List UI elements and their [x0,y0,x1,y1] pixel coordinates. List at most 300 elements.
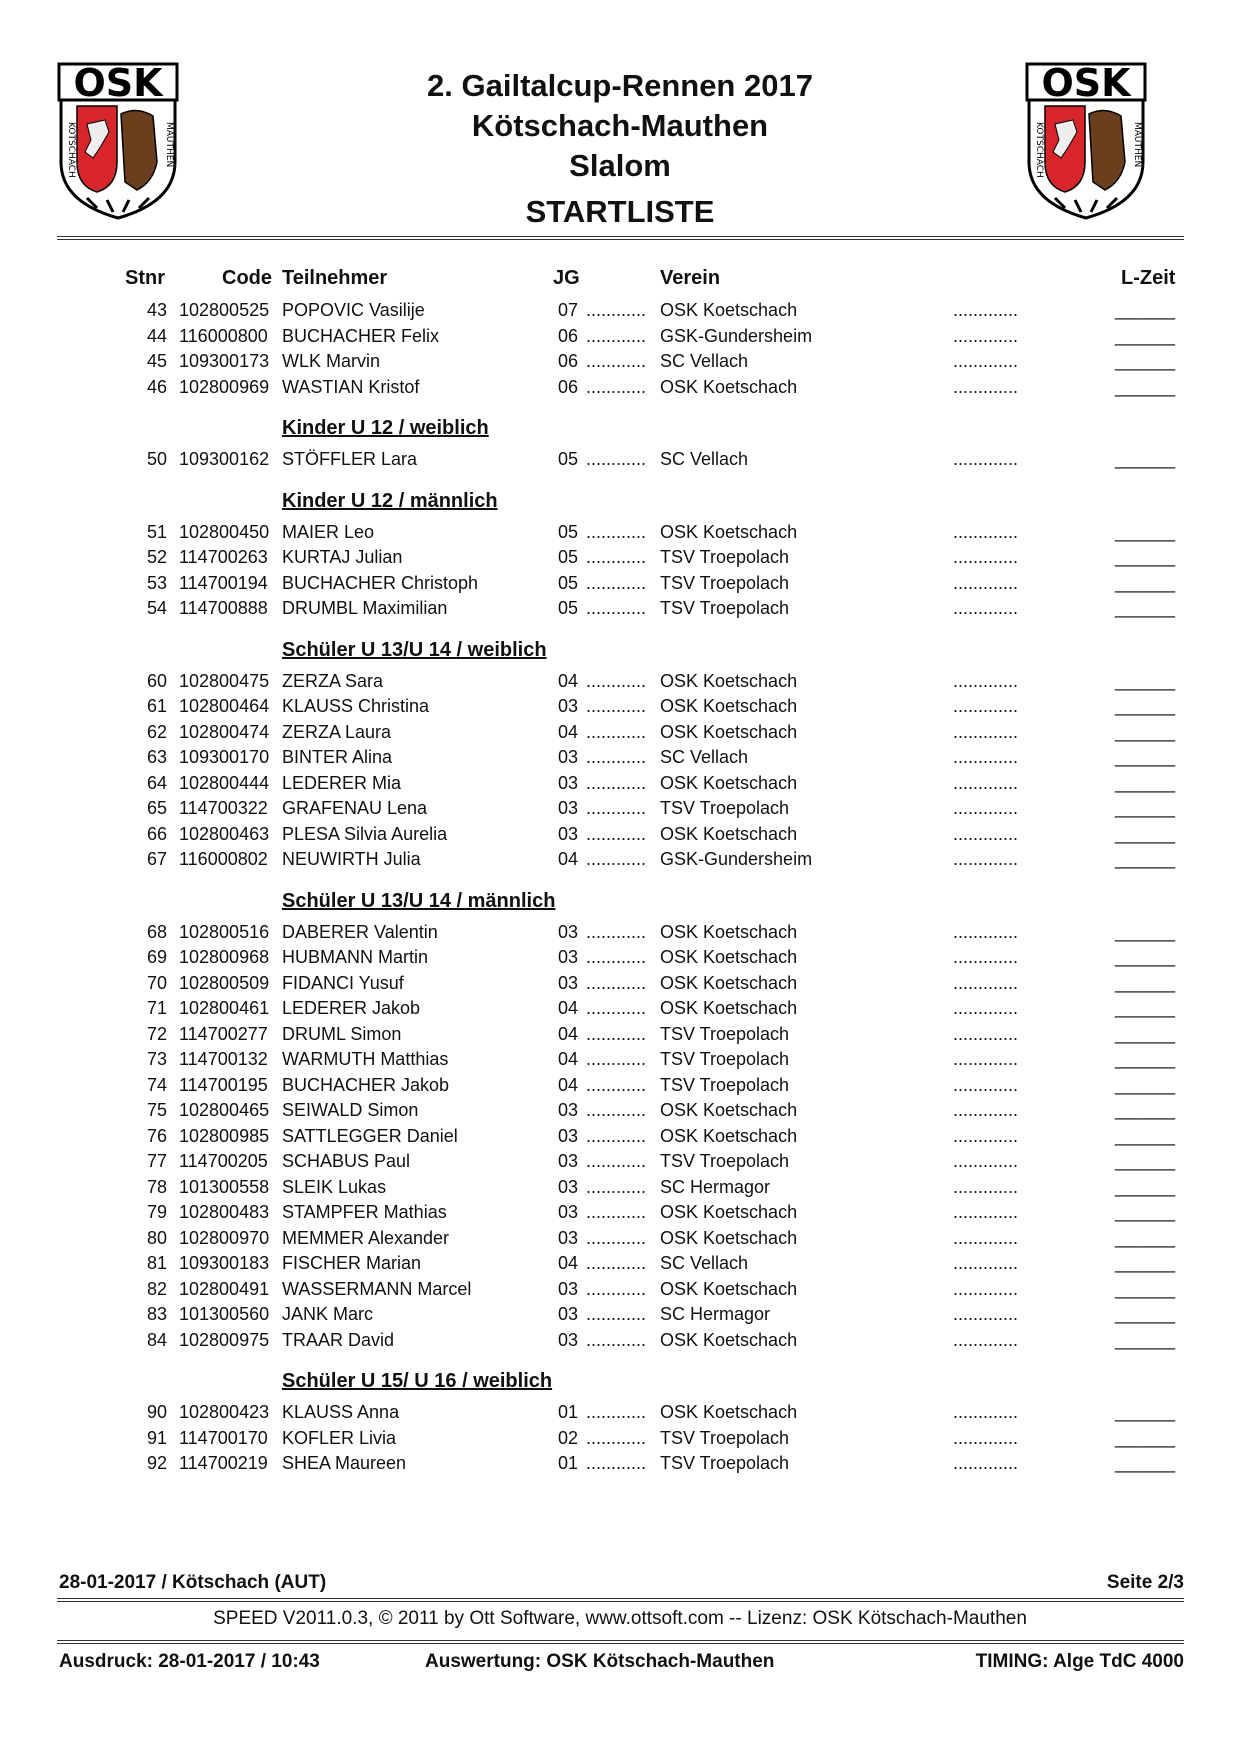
start-number: 90 [146,1402,167,1422]
athlete-code: 102800985 [179,1125,270,1146]
footer-date-place: 28-01-2017 / Kötschach (AUT) [59,1572,327,1593]
birth-year: 03 [558,1329,579,1350]
start-number: 53 [146,572,167,593]
table-row [0,298,1240,324]
table-row [0,1226,1240,1252]
club-name: GSK-Gundersheim [660,849,813,869]
start-number: 92 [146,1453,167,1473]
start-number: 71 [146,998,167,1018]
dotted-fill: ............ [586,1151,647,1171]
dotted-fill: ............ [586,747,647,767]
birth-year: 03 [558,747,579,767]
logo-text-right: MAUTHEN [1132,122,1142,168]
athlete-name: GRAFENAU Lena [282,798,428,818]
birth-year: 05 [558,521,579,542]
dotted-fill: ............. [953,947,1019,967]
birth-year: 04 [558,1023,579,1044]
start-number: 68 [146,921,167,942]
lzeit-blank: ______ [1115,376,1176,397]
lzeit-blank: ______ [1115,598,1176,618]
lzeit-blank: ______ [1115,798,1176,818]
start-number: 62 [146,721,167,742]
start-number: 79 [146,1202,167,1222]
table-row [0,1251,1240,1277]
table-row [0,571,1240,597]
athlete-name: HUBMANN Martin [282,947,429,967]
start-number: 69 [146,947,167,967]
footer-page-number: Seite 2/3 [1106,1572,1184,1593]
lzeit-blank: ______ [1115,351,1176,371]
lzeit-blank: ______ [1115,449,1176,469]
dotted-fill: ............ [586,1402,647,1422]
club-name: OSK Koetschach [660,921,798,942]
start-number: 54 [146,598,167,618]
birth-year: 03 [558,798,579,818]
birth-year: 05 [558,449,579,469]
start-number: 75 [146,1100,167,1120]
logo-text-left: KÖTSCHACH [66,122,76,178]
dotted-fill: ............ [586,1202,647,1222]
start-number: 45 [146,351,167,371]
dotted-fill: ............ [586,849,647,869]
birth-year: 04 [558,721,579,742]
lzeit-blank: ______ [1115,1023,1176,1044]
club-name: OSK Koetschach [660,1278,798,1299]
col-header-verein: Verein [660,267,721,289]
lzeit-blank: ______ [1115,721,1176,742]
category-label: Kinder U 12 / männlich [282,489,498,512]
dotted-fill: ............. [953,1074,1019,1095]
club-name: TSV Troepolach [660,598,790,618]
club-name: TSV Troepolach [660,1453,790,1473]
dotted-fill: ............. [953,1402,1019,1422]
birth-year: 04 [558,1049,579,1069]
dotted-fill: ............ [586,921,647,942]
athlete-name: SATTLEGGER Daniel [282,1125,458,1146]
athlete-code: 102800516 [179,921,270,942]
club-name: OSK Koetschach [660,947,798,967]
club-name: TSV Troepolach [660,572,790,593]
athlete-code: 101300560 [179,1304,270,1324]
table-row [0,1451,1240,1477]
athlete-name: JANK Marc [282,1304,374,1324]
club-name: TSV Troepolach [660,798,790,818]
dotted-fill: ............. [953,1202,1019,1222]
athlete-code: 114700194 [179,572,268,593]
club-name: OSK Koetschach [660,1202,798,1222]
club-name: TSV Troepolach [660,1023,790,1044]
title-line-3: Slalom [569,148,671,183]
lzeit-blank: ______ [1115,1402,1176,1422]
dotted-fill: ............ [586,376,647,397]
start-number: 52 [146,547,167,567]
athlete-code: 109300173 [179,351,270,371]
table-row [0,1400,1240,1426]
athlete-code: 102800975 [179,1329,270,1350]
birth-year: 04 [558,998,579,1018]
athlete-code: 102800968 [179,947,270,967]
dotted-fill: ............ [586,696,647,716]
category-label: Schüler U 13/U 14 / männlich [282,889,556,912]
footer-divider-bottom [57,1640,1184,1644]
dotted-fill: ............. [953,747,1019,767]
table-row [0,694,1240,720]
title-line-2: Kötschach-Mauthen [471,108,769,143]
start-number: 44 [146,325,167,346]
dotted-fill: ............ [586,1125,647,1146]
dotted-fill: ............ [586,572,647,593]
col-header-code: Code [222,267,272,289]
club-name: TSV Troepolach [660,1049,790,1069]
dotted-fill: ............. [953,1329,1019,1350]
athlete-name: BINTER Alina [282,747,393,767]
lzeit-blank: ______ [1115,1176,1176,1197]
athlete-name: SCHABUS Paul [282,1151,411,1171]
lzeit-blank: ______ [1115,572,1176,593]
col-header-lzeit: L-Zeit [1121,267,1176,289]
lzeit-blank: ______ [1115,921,1176,942]
club-name: TSV Troepolach [660,1074,790,1095]
athlete-name: SLEIK Lukas [282,1176,387,1197]
athlete-name: WARMUTH Matthias [282,1049,449,1069]
birth-year: 03 [558,772,579,793]
category-label: Schüler U 15/ U 16 / weiblich [282,1370,553,1392]
category-heading [0,622,1240,669]
athlete-code: 102800969 [179,376,270,397]
athlete-name: FIDANCI Yusuf [282,972,404,993]
birth-year: 06 [558,325,579,346]
dotted-fill: ............ [586,670,647,691]
start-number: 61 [146,696,167,716]
dotted-fill: ............ [586,1100,647,1120]
table-row [0,720,1240,746]
birth-year: 03 [558,1125,579,1146]
table-row [0,822,1240,848]
start-number: 80 [146,1227,167,1248]
birth-year: 04 [558,670,579,691]
athlete-name: SHEA Maureen [282,1453,407,1473]
dotted-fill: ............ [586,1049,647,1069]
club-name: OSK Koetschach [660,696,798,716]
birth-year: 03 [558,1151,579,1171]
table-row [0,545,1240,571]
dotted-fill: ............. [953,798,1019,818]
club-name: OSK Koetschach [660,300,798,320]
athlete-code: 102800463 [179,823,270,844]
dotted-fill: ............ [586,972,647,993]
start-number: 72 [146,1023,167,1044]
club-name: OSK Koetschach [660,670,798,691]
start-number: 82 [146,1278,167,1299]
dotted-fill: ............ [586,998,647,1018]
logo-text-left: KÖTSCHACH [1034,122,1044,178]
table-row [0,1149,1240,1175]
dotted-fill: ............. [953,921,1019,942]
dotted-fill: ............. [953,572,1019,593]
lzeit-blank: ______ [1115,521,1176,542]
table-row [0,796,1240,822]
dotted-fill: ............. [953,1100,1019,1120]
dotted-fill: ............. [953,1278,1019,1299]
athlete-name: WLK Marvin [282,351,381,371]
birth-year: 03 [558,823,579,844]
start-number: 64 [146,772,167,793]
osk-logo-left [57,62,179,220]
dotted-fill: ............ [586,325,647,346]
dotted-fill: ............. [953,1176,1019,1197]
birth-year: 04 [558,1074,579,1095]
athlete-name: FISCHER Marian [282,1253,422,1273]
col-header-jg: JG [553,267,580,289]
lzeit-blank: ______ [1115,1453,1176,1473]
athlete-name: WASSERMANN Marcel [282,1278,472,1299]
table-row [0,1277,1240,1303]
table-row [0,1302,1240,1328]
start-number: 70 [146,972,167,993]
start-number: 81 [146,1253,167,1273]
table-row [0,669,1240,695]
table-row [0,971,1240,997]
athlete-name: STAMPFER Mathias [282,1202,447,1222]
start-number: 74 [146,1074,167,1095]
dotted-fill: ............ [586,598,647,618]
dotted-fill: ............. [953,1427,1019,1448]
category-heading [0,473,1240,520]
club-name: OSK Koetschach [660,721,798,742]
start-number: 46 [146,376,167,397]
club-name: GSK-Gundersheim [660,325,813,346]
dotted-fill: ............. [953,1453,1019,1473]
dotted-fill: ............ [586,351,647,371]
dotted-fill: ............ [586,1304,647,1324]
athlete-code: 102800423 [179,1402,270,1422]
dotted-fill: ............ [586,1278,647,1299]
birth-year: 03 [558,696,579,716]
dotted-fill: ............ [586,1329,647,1350]
athlete-name: TRAAR David [282,1329,395,1350]
athlete-code: 109300162 [179,449,270,469]
birth-year: 03 [558,1227,579,1248]
club-name: TSV Troepolach [660,1151,790,1171]
lzeit-blank: ______ [1115,972,1176,993]
club-name: OSK Koetschach [660,1402,798,1422]
start-list [0,298,1240,1477]
category-label: Kinder U 12 / weiblich [282,417,489,439]
table-row [0,596,1240,622]
club-name: OSK Koetschach [660,772,798,793]
dotted-fill: ............ [586,521,647,542]
table-row [0,847,1240,873]
birth-year: 05 [558,547,579,567]
dotted-fill: ............ [586,300,647,320]
athlete-code: 102800474 [179,721,270,742]
athlete-name: BUCHACHER Christoph [282,572,479,593]
birth-year: 06 [558,376,579,397]
lzeit-blank: ______ [1115,772,1176,793]
club-name: OSK Koetschach [660,998,798,1018]
dotted-fill: ............. [953,998,1019,1018]
athlete-code: 109300183 [179,1253,270,1273]
club-name: SC Vellach [660,1253,749,1273]
table-row [0,996,1240,1022]
lzeit-blank: ______ [1115,1125,1176,1146]
athlete-name: SEIWALD Simon [282,1100,419,1120]
dotted-fill: ............. [953,1304,1019,1324]
dotted-fill: ............. [953,547,1019,567]
birth-year: 07 [558,300,579,320]
lzeit-blank: ______ [1115,547,1176,567]
athlete-code: 114700888 [179,598,268,618]
lzeit-blank: ______ [1115,1049,1176,1069]
start-number: 78 [146,1176,167,1197]
birth-year: 03 [558,1304,579,1324]
footer-timing: TIMING: Alge TdC 4000 [975,1651,1184,1672]
athlete-code: 116000802 [179,849,268,869]
table-row [0,1426,1240,1452]
lzeit-blank: ______ [1115,1427,1176,1448]
osk-logo-right [1025,62,1147,220]
dotted-fill: ............. [953,325,1019,346]
table-row [0,520,1240,546]
start-number: 43 [146,300,167,320]
category-heading [0,1353,1240,1400]
athlete-code: 109300170 [179,747,270,767]
club-name: OSK Koetschach [660,1125,798,1146]
birth-year: 01 [558,1453,579,1473]
dotted-fill: ............. [953,1253,1019,1273]
dotted-fill: ............ [586,1227,647,1248]
table-row [0,771,1240,797]
athlete-code: 102800465 [179,1100,270,1120]
athlete-name: KLAUSS Christina [282,696,430,716]
title-block [320,66,920,232]
dotted-fill: ............ [586,449,647,469]
birth-year: 02 [558,1427,579,1448]
athlete-name: DRUML Simon [282,1023,402,1044]
lzeit-blank: ______ [1115,1151,1176,1171]
category-label: Schüler U 13/U 14 / weiblich [282,638,547,661]
athlete-code: 102800525 [179,300,270,320]
athlete-code: 101300558 [179,1176,270,1197]
athlete-code: 102800444 [179,772,270,793]
dotted-fill: ............. [953,1227,1019,1248]
start-number: 66 [146,823,167,844]
lzeit-blank: ______ [1115,1100,1176,1120]
lzeit-blank: ______ [1115,1202,1176,1222]
lzeit-blank: ______ [1115,696,1176,716]
col-header-teilnehmer: Teilnehmer [282,267,388,289]
athlete-name: MEMMER Alexander [282,1227,450,1248]
table-row [0,945,1240,971]
club-name: OSK Koetschach [660,376,798,397]
club-name: OSK Koetschach [660,1227,798,1248]
birth-year: 03 [558,972,579,993]
lzeit-blank: ______ [1115,1253,1176,1273]
lzeit-blank: ______ [1115,670,1176,691]
table-row [0,745,1240,771]
athlete-code: 102800461 [179,998,270,1018]
club-name: TSV Troepolach [660,547,790,567]
athlete-code: 114700195 [179,1074,268,1095]
athlete-name: BUCHACHER Jakob [282,1074,450,1095]
athlete-code: 114700263 [179,547,268,567]
table-row [0,1022,1240,1048]
dotted-fill: ............. [953,721,1019,742]
table-row [0,1073,1240,1099]
dotted-fill: ............. [953,772,1019,793]
table-row [0,1098,1240,1124]
dotted-fill: ............. [953,1125,1019,1146]
footer-evaluation: Auswertung: OSK Kötschach-Mauthen [425,1651,775,1672]
dotted-fill: ............ [586,1074,647,1095]
dotted-fill: ............ [586,1023,647,1044]
lzeit-blank: ______ [1115,747,1176,767]
dotted-fill: ............. [953,300,1019,320]
table-row [0,1124,1240,1150]
start-number: 84 [146,1329,167,1350]
table-row [0,1047,1240,1073]
dotted-fill: ............ [586,1253,647,1273]
start-number: 50 [146,449,167,469]
athlete-code: 116000800 [179,325,268,346]
lzeit-blank: ______ [1115,849,1176,869]
dotted-fill: ............ [586,721,647,742]
lzeit-blank: ______ [1115,1329,1176,1350]
athlete-name: NEUWIRTH Julia [282,849,421,869]
dotted-fill: ............ [586,947,647,967]
start-number: 60 [146,670,167,691]
club-name: SC Hermagor [660,1304,771,1324]
dotted-fill: ............. [953,823,1019,844]
logo-text-right: MAUTHEN [164,122,174,168]
dotted-fill: ............. [953,1151,1019,1171]
dotted-fill: ............. [953,849,1019,869]
start-number: 65 [146,798,167,818]
athlete-name: KOFLER Livia [282,1427,397,1448]
start-number: 73 [146,1049,167,1069]
club-name: OSK Koetschach [660,1329,798,1350]
club-name: TSV Troepolach [660,1427,790,1448]
dotted-fill: ............ [586,547,647,567]
lzeit-blank: ______ [1115,998,1176,1018]
club-name: OSK Koetschach [660,823,798,844]
dotted-fill: ............. [953,376,1019,397]
table-row [0,324,1240,350]
athlete-name: ZERZA Laura [282,721,392,742]
table-row [0,1200,1240,1226]
dotted-fill: ............. [953,449,1019,469]
athlete-name: DRUMBL Maximilian [282,598,448,618]
start-number: 51 [146,521,167,542]
club-name: SC Hermagor [660,1176,771,1197]
start-number: 76 [146,1125,167,1146]
table-row [0,447,1240,473]
dotted-fill: ............ [586,1176,647,1197]
category-heading [0,400,1240,447]
dotted-fill: ............. [953,670,1019,691]
logo-wordmark: OSK [73,62,163,105]
athlete-name: POPOVIC Vasilije [282,300,425,320]
dotted-fill: ............ [586,772,647,793]
athlete-code: 114700219 [179,1453,268,1473]
athlete-name: KLAUSS Anna [282,1402,400,1422]
athlete-code: 114700205 [179,1151,268,1171]
athlete-name: STÖFFLER Lara [282,449,418,469]
birth-year: 04 [558,849,579,869]
athlete-name: LEDERER Jakob [282,998,421,1018]
birth-year: 03 [558,1100,579,1120]
athlete-code: 114700132 [179,1049,268,1069]
